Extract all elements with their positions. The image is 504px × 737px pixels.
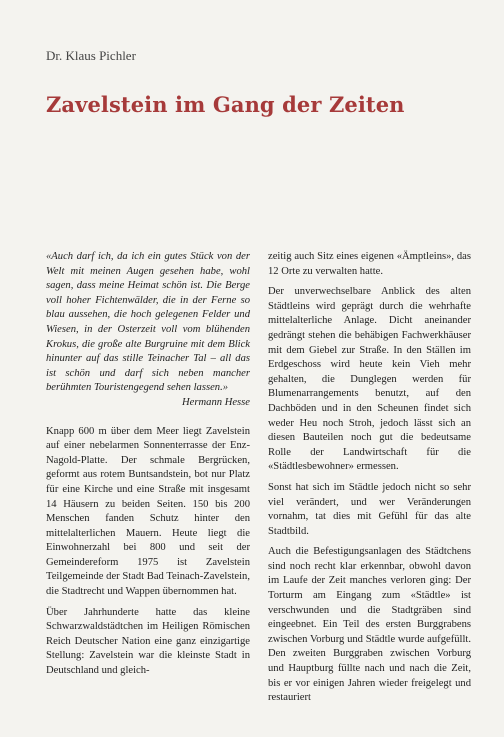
- paragraph: Der unverwechselbare Anblick des alten Städtleins wird geprägt durch die wehrhafte mittelalterliche Anlage. Dicht aneinander gedrängt stehen die behäbigen Fachwerkhäuser mit dem Giebel zur Straße. In den Ställen im Erdgeschoss wird heute kein Vieh mehr gehalten, die Dunglegen werden für Blumenarrangements benutzt, auf den Dachböden und in den Scheunen findet sich weder Heu noch Stroh, jedoch lässt sich an diesen Bauteilen noch gut die bedeutsame Rolle der Landwirtschaft für die «Städtlesbewohner» ermessen.: [268, 286, 471, 473]
- quote-attribution-line: [46, 396, 250, 411]
- paragraph: Auch die Befestigungsanlagen des Städtchens sind noch recht klar erkennbar, obwohl davon im Laufe der Zeit manches verloren ging: Der Torturm am Eingang zum «Städtle» ist verschwunden und die Stadtgräben sind eingeebnet. Ein Teil des ersten Burggrabens zwischen Vorburg und Städtle wurde aufgefüllt. Den zweiten Burggraben zwischen Vorburg und Hauptburg füllte nach und nach die Zeit, bis er vor einigen Jahren wieder freigelegt und restauriert: [268, 546, 471, 704]
- author-name: Dr. Klaus Pichler: [46, 48, 136, 63]
- quote-source: Hermann Hesse: [182, 396, 250, 408]
- paragraph: Über Jahrhunderte hatte das kleine Schwarzwaldstädtchen im Heiligen Römischen Reich Deutscher Nation eine ganz einzigartige Stellung: Zavelstein war die kleinste Stadt in Deutschland und gleich-: [46, 606, 250, 677]
- paragraph: Sonst hat sich im Städtle jedoch nicht so sehr viel verändert, und wer Veränderungen vornahm, tat dies mit Gefühl für das alte Stadtbild.: [268, 481, 471, 537]
- paragraph: Knapp 600 m über dem Meer liegt Zavelstein auf einer nebelarmen Sonnenterrasse der Enz-Nagold-Platte. Der schmale Bergrücken, geformt aus rotem Buntsandstein, bot nur Platz für eine Kirche und eine Straße mit insgesamt 14 Häusern zu beiden Seiten. 150 bis 200 Menschen fanden Schutz hinter den mittelalterlichen Mauern. Heute liegt die Einwohnerzahl bei 800 und seit der Gemeindereform 1975 ist Zavelstein Teilgemeinde der Stadt Bad Teinach-Zavelstein, die Stadtrecht und Wappen übernommen hat.: [46, 425, 250, 598]
- left-column: [46, 250, 250, 679]
- hesse-quote: «Auch darf ich, da ich ein gutes Stück von der Welt mit meinen Augen gesehen habe, wohl sagen, dass meine Heimat schön ist. Die Berge voll hoher Fichtenwälder, die in der Ferne so blau aussehen, die hoch gelegenen Felder und Wiesen, in der Osterzeit voll vom blühenden Krokus, die große alte Burgruine mit dem Blick hinunter auf das stille Teinacher Tal – all das ist schön und darf sich neben mancher berühmten Touristengegend sehen lassen.»: [46, 251, 250, 394]
- right-column: [268, 250, 471, 706]
- article-title: Zavelstein im Gang der Zeiten: [46, 92, 405, 117]
- paragraph: zeitig auch Sitz eines eigenen «Ämptleins», das 12 Orte zu verwalten hatte.: [268, 251, 471, 277]
